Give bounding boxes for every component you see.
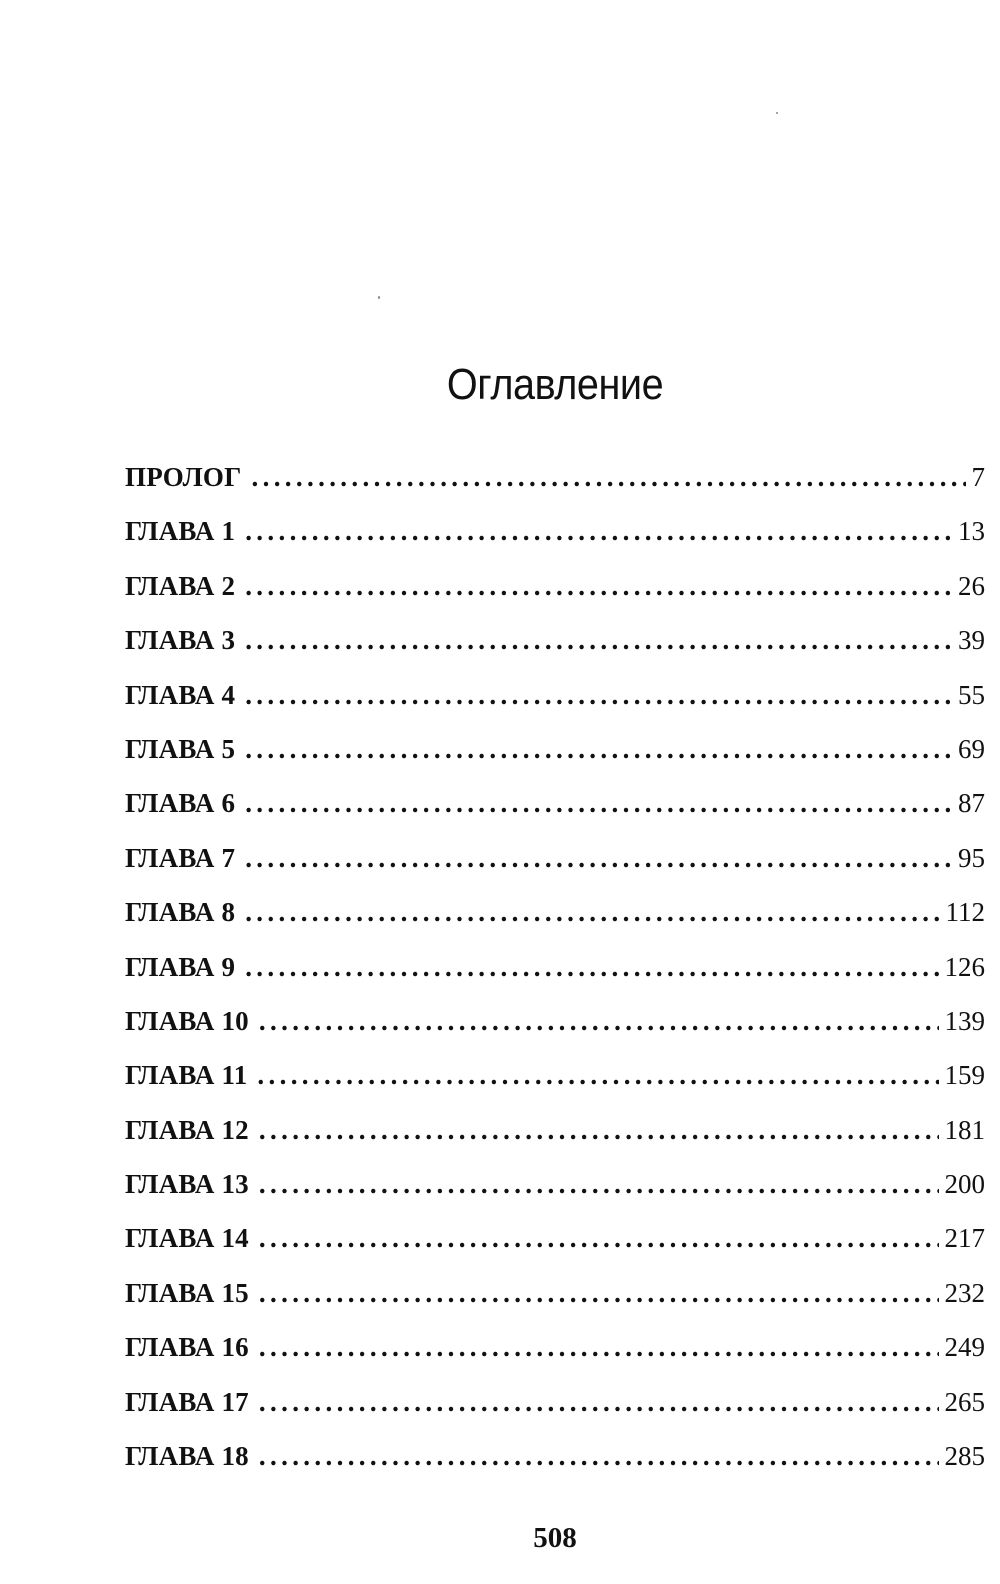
toc-entry-label: ГЛАВА 10	[125, 1005, 249, 1036]
dot-leader	[259, 1006, 939, 1037]
toc-entry-label: ГЛАВА 6	[125, 788, 236, 819]
toc-entry-page: 26	[958, 570, 985, 601]
toc-list	[125, 462, 985, 1495]
toc-entry-page: 217	[944, 1223, 985, 1254]
toc-entry-label: ГЛАВА 1	[125, 516, 236, 547]
toc-entry	[125, 1006, 985, 1060]
toc-entry-page: 95	[958, 842, 985, 873]
toc-entry-page: 249	[944, 1332, 985, 1363]
toc-entry-page: 112	[945, 897, 985, 928]
toc-entry	[125, 625, 985, 679]
toc-entry-page: 285	[944, 1441, 985, 1472]
toc-title: Оглавление	[446, 360, 664, 409]
toc-entry-page: 69	[958, 733, 985, 764]
toc-entry-label: ГЛАВА 18	[125, 1441, 249, 1472]
toc-entry-page: 13	[958, 516, 985, 547]
toc-entry	[125, 843, 985, 897]
toc-entry-page: 181	[944, 1114, 985, 1145]
toc-entry-label: ГЛАВА 15	[125, 1277, 249, 1308]
toc-entry	[125, 952, 985, 1006]
dot-leader	[245, 897, 939, 928]
toc-entry	[125, 1387, 985, 1441]
toc-entry-label: ГЛАВА 17	[125, 1386, 249, 1417]
toc-entry-label: ГЛАВА 8	[125, 897, 236, 928]
dot-leader	[245, 734, 952, 765]
toc-entry-label: ГЛАВА 12	[125, 1114, 249, 1145]
toc-entry	[125, 897, 985, 951]
toc-entry-label: ГЛАВА 5	[125, 733, 236, 764]
dot-leader	[252, 462, 966, 493]
toc-entry-page: 200	[944, 1169, 985, 1200]
toc-entry-label: ГЛАВА 7	[125, 842, 236, 873]
toc-entry	[125, 1169, 985, 1223]
toc-entry	[125, 1115, 985, 1169]
toc-entry-label: ГЛАВА 13	[125, 1169, 249, 1200]
toc-entry	[125, 1441, 985, 1495]
dot-leader	[259, 1441, 939, 1472]
toc-entry	[125, 680, 985, 734]
toc-entry-label: ГЛАВА 9	[125, 951, 236, 982]
toc-entry-page: 39	[958, 625, 985, 656]
dot-leader	[245, 952, 938, 983]
dot-leader	[259, 1169, 939, 1200]
toc-entry	[125, 734, 985, 788]
toc-entry-page: 139	[944, 1005, 985, 1036]
dot-leader	[259, 1387, 939, 1418]
toc-entry-page: 7	[971, 462, 985, 492]
toc-entry	[125, 1223, 985, 1277]
dot-leader	[259, 1278, 939, 1309]
toc-entry	[125, 462, 985, 516]
dot-leader	[257, 1060, 938, 1091]
scan-speck	[776, 112, 778, 114]
toc-entry	[125, 1278, 985, 1332]
toc-entry	[125, 1332, 985, 1386]
toc-entry-page: 159	[944, 1060, 985, 1091]
dot-leader	[259, 1223, 939, 1254]
dot-leader	[245, 788, 952, 819]
toc-entry	[125, 571, 985, 625]
toc-entry-label: ГЛАВА 2	[125, 570, 236, 601]
dot-leader	[245, 571, 952, 602]
toc-entry	[125, 788, 985, 842]
toc-entry-label: ПРОЛОГ	[125, 462, 242, 492]
toc-entry-label: ГЛАВА 4	[125, 679, 236, 710]
dot-leader	[245, 516, 952, 547]
toc-entry-label: ГЛАВА 14	[125, 1223, 249, 1254]
toc-entry-page: 55	[958, 679, 985, 710]
dot-leader	[245, 680, 952, 711]
dot-leader	[259, 1115, 939, 1146]
page-number: 508	[533, 1522, 577, 1554]
toc-entry	[125, 516, 985, 570]
toc-entry-page: 265	[944, 1386, 985, 1417]
toc-entry-label: ГЛАВА 11	[125, 1060, 248, 1091]
scan-speck	[378, 296, 380, 299]
toc-entry-label: ГЛАВА 16	[125, 1332, 249, 1363]
toc-entry	[125, 1060, 985, 1114]
toc-entry-page: 87	[958, 788, 985, 819]
dot-leader	[245, 843, 952, 874]
toc-entry-page: 232	[944, 1277, 985, 1308]
dot-leader	[259, 1332, 939, 1363]
dot-leader	[245, 625, 952, 656]
toc-entry-label: ГЛАВА 3	[125, 625, 236, 656]
toc-entry-page: 126	[944, 951, 985, 982]
